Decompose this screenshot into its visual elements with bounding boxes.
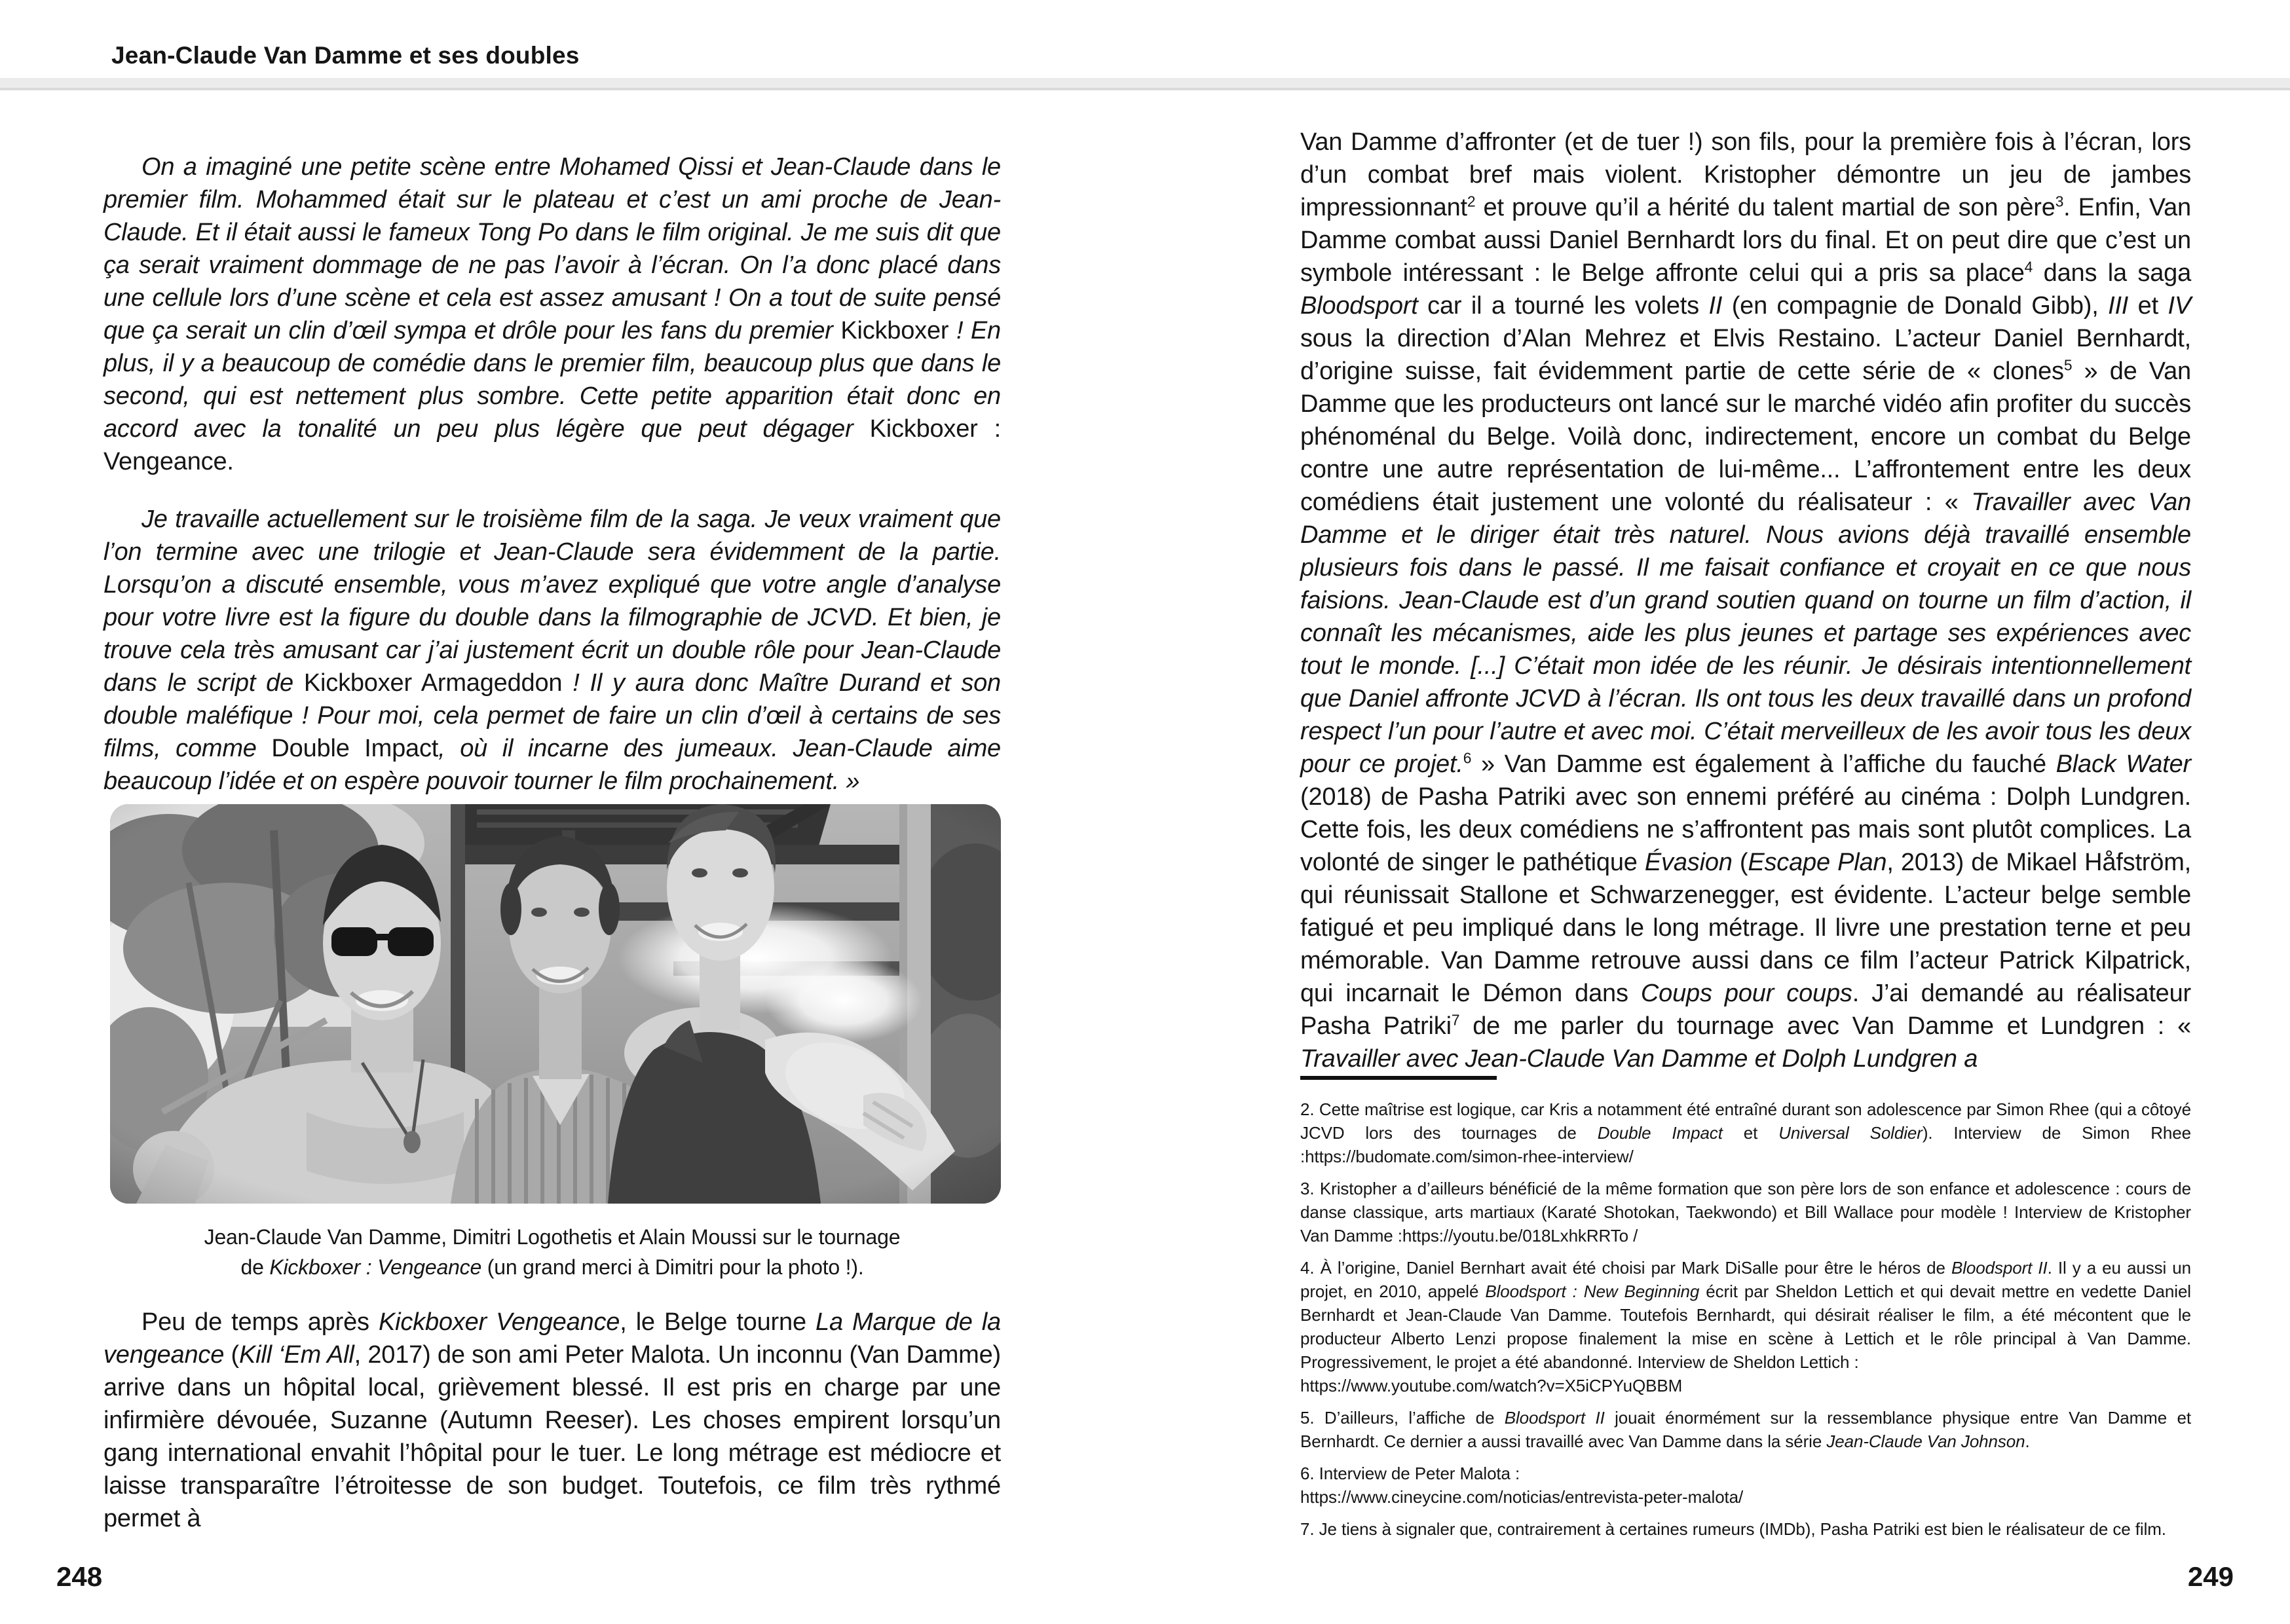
text-run: Travailler avec Jean-Claude Van Damme et Dolph Lundgren a [1300, 1045, 1978, 1073]
text-run: 2 [1467, 193, 1476, 210]
text-run: (un grand merci à Dimitri pour la photo !). [481, 1255, 864, 1279]
footnote [1300, 1462, 2191, 1509]
text-run: , où il incarne des jumeaux. Jean-Claude aime beaucoup l’idée et on espère pouvoir tourner le film prochainement. » [103, 735, 1001, 795]
text-run: Évasion [1644, 849, 1733, 876]
right-page-text-column [1300, 126, 2191, 1075]
interview-paragraph-1 [103, 151, 1001, 478]
text-run: Peu de temps après [141, 1308, 379, 1336]
text-run: 7. Je tiens à signaler que, contrairement à certaines rumeurs (IMDb), Pasha Patriki est bien le réalisateur de ce film. [1300, 1519, 2166, 1539]
body-paragraph-kill-em-all [103, 1306, 1001, 1535]
text-run: 6. Interview de Peter Malota : [1300, 1464, 1520, 1483]
footnote-separator [1300, 1076, 1497, 1080]
photo-caption-line2 [103, 1252, 1001, 1282]
footnote [1300, 1517, 2191, 1541]
text-run: et [2128, 292, 2168, 320]
text-run: II [1708, 292, 1723, 320]
text-run: 3. Kristopher a d’ailleurs bénéficié de la même formation que son père lors de son enfance et adolescence : cours de danse classique, arts martiaux (Karaté Shotokan, Taekwondo) et Bill Wallace pour modèle ! Interview de Kristopher Van Damme :https://youtu.be/018LxhkRRTo / [1300, 1179, 2191, 1246]
page-number-right: 249 [2187, 1561, 2234, 1592]
text-run: ). Interview de Simon Rhee :https://budomate.com/simon-rhee-interview/ [1300, 1123, 2191, 1166]
left-page-text-column [103, 126, 1001, 822]
text-run: Travailler avec Van Damme et le diriger était très naturel. Nous avions déjà travaillé ensemble plusieurs fois dans le passé. Il me faisait confiance et croyait en ce que nous faisions. Jean-Claude est d’un grand soutien quand on tourne un film d’action, il connaît les mécanismes, aide les plus jeunes et partage ses expériences avec tout le monde. [...] C’était mon idée de les réunir. Je désirais intentionnellement que Daniel affronte JCVD à l’écran. Ils ont tous les deux travaillé dans un profond respect l’un pour l’autre et avec moi. C’était merveilleux de les avoir tous les deux pour ce projet. [1300, 489, 2191, 778]
text-run: et [1722, 1123, 1779, 1143]
text-run: (2018) de Pasha Patriki avec son ennemi préféré au cinéma : Dolph Lundgren. Cette fois, les deux comédiens ne s’affrontent pas mais sont plutôt complices. La volonté de singer le pathétique [1300, 783, 2191, 876]
header-divider-band [0, 78, 2290, 90]
set-photo [110, 804, 1001, 1204]
text-run: 4 [2024, 258, 2033, 276]
text-run: ! Il y aura donc Maître Durand et son double maléfique ! Pour moi, cela permet de faire un clin d’œil à certains de ses films, comme [103, 669, 1001, 762]
text-run: https://www.cineycine.com/noticias/entrevista-peter-malota/ [1300, 1487, 1744, 1507]
text-run: Jean-Claude Van Johnson [1826, 1431, 2025, 1451]
text-run: Bloodsport : New Beginning [1485, 1282, 1700, 1301]
text-run: de me parler du tournage avec Van Damme et Lundgren : « [1459, 1012, 2191, 1040]
text-run: IV [2168, 292, 2192, 320]
text-run: Kickboxer [840, 317, 949, 344]
text-run: . Enfin, Van Damme combat aussi Daniel Bernhardt lors du final. Et on peut dire que c’est un symbole intéressant : le Belge affronte celui qui a pris sa place [1300, 194, 2191, 287]
text-run: Universal Soldier [1778, 1123, 1923, 1143]
footnote [1300, 1256, 2191, 1397]
text-run: Je travaille actuellement sur le troisième film de la saga. Je veux vraiment que l’on termine avec une trilogie et Jean-Claude sera évidemment de la partie. Lorsqu’on a discuté ensemble, vous m’avez expliqué que votre angle d’analyse pour votre livre est la figure du double dans la filmographie de JCVD. Et bien, je trouve cela très amusant car j’ai justement écrit un double rôle pour Jean-Claude dans le script de [103, 506, 1001, 697]
text-run: 5 [2063, 356, 2073, 374]
text-run: car il a tourné les volets [1417, 292, 1709, 320]
text-run: Kickboxer : Vengeance. [103, 415, 1001, 475]
text-run: (en compagnie de Donald Gibb), [1722, 292, 2109, 320]
text-run: Coups pour coups [1640, 980, 1852, 1007]
text-run: » de Van Damme que les producteurs ont lancé sur le marché vidéo afin profiter du succès phénoménal du Belge. Voilà donc, indirectement, encore un combat du Belge contre une autre représentation de lui-même... L’affrontement entre les deux comédiens était justement une volonté du réalisateur : « [1300, 358, 2191, 516]
interview-paragraph-2 [103, 503, 1001, 798]
text-run: , 2013) de Mikael Håfström, qui réunissait Stallone et Schwarzenegger, est évidente. L’acteur belge semble fatigué et peu impliqué dans le long métrage. Il livre une prestation terne et peu mémorable. Van Damme retrouve aussi dans ce film l’acteur Patrick Kilpatrick, qui incarnait le Démon dans [1300, 849, 2191, 1007]
text-run: 4. À l’origine, Daniel Bernhart avait été choisi par Mark DiSalle pour être le héros de [1300, 1258, 1951, 1278]
text-run: 7 [1451, 1011, 1460, 1029]
text-run: dans la saga [2033, 259, 2192, 287]
text-run: , 2017) de son ami Peter Malota. Un inconnu (Van Damme) arrive dans un hôpital local, grièvement blessé. Il est pris en charge par une infirmière dévouée, Suzanne (Autumn Reeser). Les choses empirent lorsqu’un gang international envahit l’hôpital pour le tuer. Le long métrage est médiocre et laisse transparaître l’étroitesse de son budget. Toutefois, ce film très rythmé permet à [103, 1341, 1002, 1532]
text-run: Escape Plan [1748, 849, 1887, 876]
text-run: ( [1732, 849, 1748, 876]
text-run: 6 [1463, 749, 1472, 767]
text-run: ( [224, 1341, 239, 1369]
set-photo-illustration [110, 804, 1001, 1204]
text-run: Double Impact [271, 735, 439, 762]
page-number-left: 248 [56, 1561, 103, 1592]
running-header: Jean-Claude Van Damme et ses doubles [111, 42, 580, 69]
text-run: , le Belge tourne [620, 1308, 816, 1336]
text-run: 2. Cette maîtrise est logique, car Kris a notamment été entraîné durant son adolescence par Simon Rhee (qui a côtoyé JCVD lors des tournages de [1300, 1099, 2191, 1143]
text-run: sous la direction d’Alan Mehrez et Elvis Restaino. L’acteur Daniel Bernhardt, d’origine suisse, fait évidemment partie de cette série de « clones [1300, 325, 2191, 385]
text-run: La Marque de la vengeance [103, 1308, 1001, 1369]
right-page-main-paragraph [1300, 126, 2191, 1075]
text-run: On a imaginé une petite scène entre Mohamed Qissi et Jean-Claude dans le premier film. Mohammed était sur le plateau et c’est un ami proche de Jean-Claude. Et il était aussi le fameux Tong Po dans le film original. Je me suis dit que ça serait vraiment dommage de ne pas l’avoir à l’écran. On l’a donc placé dans une cellule lors d’une scène et cela est assez amusant ! On a tout de suite pensé que ça serait un clin d’œil sympa et drôle pour les fans du premier [103, 153, 1001, 344]
text-run: Bloodsport II [1504, 1408, 1605, 1428]
text-run: de [240, 1255, 270, 1279]
text-run: Black Water [2055, 750, 2191, 778]
text-run: ! En plus, il y a beaucoup de comédie dans le premier film, beaucoup plus que dans le second, qui est nettement plus sombre. Cette petite apparition était donc en accord avec la tonalité un peu plus légère que peut dégager [103, 317, 1001, 443]
text-run: Bloodsport II [1951, 1258, 2048, 1278]
text-run: Bloodsport [1300, 292, 1418, 320]
text-run: et prouve qu’il a hérité du talent martial de son père [1475, 194, 2055, 221]
footnote [1300, 1406, 2191, 1453]
text-run: Van Damme d’affronter (et de tuer !) son fils, pour la première fois à l’écran, lors d’un combat bref mais violent. Kristopher démontre un jeu de jambes impressionnant [1300, 128, 2191, 221]
text-run: » Van Damme est également à l’affiche du fauché [1471, 750, 2056, 778]
text-run: Kill ‘Em All [238, 1341, 354, 1369]
text-run: III [2108, 292, 2129, 320]
left-page-bottom-paragraph-block [103, 1306, 1001, 1535]
photo-caption-line1 [103, 1222, 1001, 1252]
text-run: 3 [2055, 193, 2064, 210]
text-run: 5. D’ailleurs, l’affiche de [1300, 1408, 1505, 1428]
text-run: https://www.youtube.com/watch?v=X5iCPYuQBBM [1300, 1376, 1683, 1395]
text-run: Jean-Claude Van Damme, Dimitri Logothetis et Alain Moussi sur le tournage [204, 1225, 901, 1249]
text-run: écrit par Sheldon Lettich et qui devait mettre en vedette Daniel Bernhardt et Jean-Claude Van Damme. Toutefois Bernhardt, qui désirait réaliser le film, a été mécontent que le producteur Alberto Lenzi propose finalement la mise en scène à Lettich et le rôle principal à Van Damme. Progressivement, le projet a été abandonné. Interview de Sheldon Lettich : [1300, 1282, 2191, 1372]
text-run: . J’ai demandé au réalisateur Pasha Patriki [1300, 980, 2192, 1040]
text-run: Double Impact [1597, 1123, 1723, 1143]
footnotes-list [1300, 1098, 2191, 1549]
text-run: jouait énormément sur la ressemblance physique entre Van Damme et Bernhardt. Ce dernier a aussi travaillé avec Van Damme dans la série [1300, 1408, 2192, 1451]
footnote [1300, 1098, 2191, 1168]
footnote [1300, 1177, 2191, 1247]
text-run: . Il y a eu aussi un projet, en 2010, appelé [1300, 1258, 2192, 1301]
text-run: Kickboxer Armageddon [303, 669, 563, 697]
text-run: Kickboxer Vengeance [378, 1308, 620, 1336]
text-run: Kickboxer : Vengeance [269, 1255, 482, 1279]
photo-caption [103, 1222, 1001, 1282]
text-run: . [2025, 1431, 2030, 1451]
